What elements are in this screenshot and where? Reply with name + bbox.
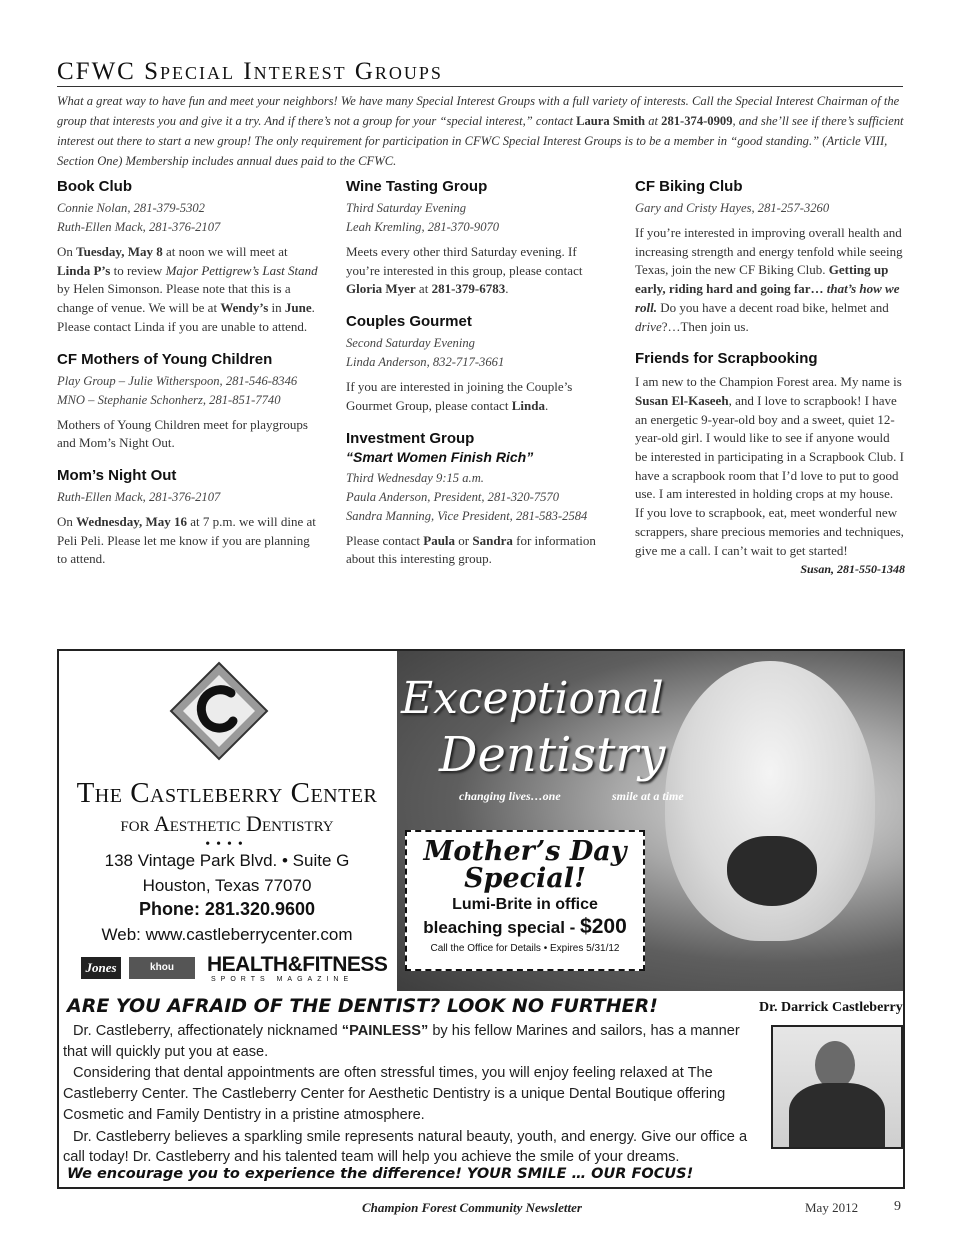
group-contact: Sandra Manning, Vice President, 281-583-2584 xyxy=(346,508,588,523)
group-contact: Linda Anderson, 832-717-3661 xyxy=(346,355,505,370)
ad-headline: ARE YOU AFRAID OF THE DENTIST? LOOK NO FURTHER! xyxy=(67,995,658,1017)
tagline-2: smile at a time xyxy=(612,789,684,803)
group-contact: Third Saturday Evening xyxy=(346,201,467,215)
mothers-day-coupon xyxy=(405,830,645,971)
dentistry-advertisement xyxy=(57,649,905,1189)
doctor-name: Dr. Darrick Castleberry xyxy=(759,1000,903,1015)
ad-nickname: “PAINLESS” xyxy=(341,1023,429,1039)
desc-bold: Tuesday, May 8 xyxy=(76,244,163,259)
intro-contact-phone: 281-374-0909 xyxy=(661,114,733,128)
group-contact: Leah Kremling, 281-370-9070 xyxy=(346,220,500,234)
desc-text: If you are interested in joining the Couple’s Gourmet Group, please contact xyxy=(346,379,573,413)
group-contact: MNO – Stephanie Schonherz, 281-851-7740 xyxy=(57,392,281,407)
center-name: The Castleberry Center xyxy=(76,777,378,809)
group-contact: Play Group – Julie Witherspoon, 281-546-8346 xyxy=(57,373,298,388)
group-wine-tasting xyxy=(346,178,608,299)
ad-body xyxy=(63,1021,763,1169)
portrait-suit xyxy=(789,1083,885,1149)
ad-text: Dr. Castleberry, affectionately nicknamed xyxy=(73,1023,342,1039)
intro-text: What a great way to have fun and meet your neighbors! We have many Special Interest Groups with a full variety of interests. Call the Special Interest Chairman of the group that interests you and give it a try. And if there’s not a group for your “special interest,” contact xyxy=(57,94,900,128)
group-title: Wine Tasting Group xyxy=(346,178,488,195)
group-description xyxy=(346,532,608,569)
desc-text: for information about this interesting group. xyxy=(346,532,596,567)
coupon-line-1: Lumi-Brite in office xyxy=(452,896,598,913)
address-line-2: Houston, Texas 77070 xyxy=(142,876,312,895)
desc-bold: 281-379-6783 xyxy=(431,281,506,297)
desc-bold-italic: that’s how we roll. xyxy=(635,281,900,315)
desc-bold: Paula xyxy=(423,532,456,548)
desc-text: at xyxy=(415,281,432,297)
coupon-price: $200 xyxy=(580,915,627,938)
desc-bold: Wendy’s xyxy=(220,300,269,316)
website: Web: www.castleberrycenter.com xyxy=(101,925,353,944)
health-fitness-logo: HEALTH&FITNESS xyxy=(207,953,388,976)
mouth-shape xyxy=(727,836,817,906)
desc-text: ?…Then join us. xyxy=(661,318,749,334)
intro-contact-name: Laura Smith xyxy=(576,114,646,128)
group-title: Mom’s Night Out xyxy=(57,466,177,484)
address-line-1: 138 Vintage Park Blvd. • Suite G xyxy=(104,851,350,870)
desc-text: Meets every other third Saturday evening. If you’re interested in this group, please contact xyxy=(346,244,583,278)
coupon-line-2 xyxy=(407,916,643,939)
desc-bold: Linda P’s xyxy=(57,262,111,278)
group-description xyxy=(57,513,319,569)
desc-bold: Linda xyxy=(511,397,545,413)
group-title: Investment Group xyxy=(346,429,475,447)
group-description xyxy=(57,243,319,337)
group-scrapbooking xyxy=(635,350,905,577)
group-contact: Ruth-Ellen Mack, 281-376-2107 xyxy=(57,489,221,504)
center-subtitle: for Aesthetic Dentistry xyxy=(120,811,334,836)
desc-bold: Getting up early, riding hard and going far… xyxy=(635,262,889,297)
desc-text: . xyxy=(505,281,509,297)
column-3 xyxy=(635,178,905,577)
desc-bold: Susan El-Kaseeh xyxy=(635,392,729,408)
page-number: 9 xyxy=(894,1199,901,1214)
group-moms-night-out xyxy=(57,467,319,569)
section-title: CFWC Special Interest Groups xyxy=(57,58,443,85)
ad-closing: We encourage you to experience the difference! YOUR SMILE … OUR FOCUS! xyxy=(67,1166,694,1182)
doctor-portrait xyxy=(771,1025,903,1149)
tagline-1: changing lives…one xyxy=(459,789,561,803)
group-title: Book Club xyxy=(57,178,132,195)
phone-number: Phone: 281.320.9600 xyxy=(138,899,316,919)
desc-bold: Wednesday, May 16 xyxy=(76,513,188,529)
desc-text: If you’re interested in improving overall health and increasing strength and energy tenfold while seeing Texas, join the new CF Biking Club. xyxy=(635,225,903,278)
group-contact: Gary and Cristy Hayes, 281-257-3260 xyxy=(635,201,830,215)
group-contact: Connie Nolan, 281-379-5302 xyxy=(57,201,205,215)
desc-text: to review xyxy=(110,262,166,278)
group-contact: Third Wednesday 9:15 a.m. xyxy=(346,470,484,485)
group-title: Couples Gourmet xyxy=(346,313,472,331)
desc-text: On xyxy=(57,513,77,529)
health-fitness-sub: SPORTS MAGAZINE xyxy=(211,976,354,983)
desc-text: . xyxy=(544,397,549,413)
group-book-club xyxy=(57,178,319,337)
title-rule xyxy=(57,86,903,87)
column-1 xyxy=(57,178,319,583)
desc-text: at 7 p.m. we will dine at Peli Peli. Please let me know if you are planning to attend. xyxy=(57,513,316,567)
group-mothers xyxy=(57,351,319,453)
group-title: Friends for Scrapbooking xyxy=(635,350,818,368)
desc-text: Please contact xyxy=(346,532,424,548)
desc-italic: drive xyxy=(635,318,662,334)
group-contact: Second Saturday Evening xyxy=(346,336,475,351)
footer-publication: Champion Forest Community Newsletter xyxy=(362,1200,582,1215)
group-description xyxy=(346,378,608,415)
desc-text: or xyxy=(455,532,473,548)
coupon-title-1: Mother’s Day xyxy=(423,836,627,867)
script-title-1: Exceptional xyxy=(401,673,664,724)
column-2 xyxy=(346,178,608,583)
signature: Susan, 281-550-1348 xyxy=(800,562,905,577)
group-contact: Paula Anderson, President, 281-320-7570 xyxy=(346,489,560,504)
portrait-head xyxy=(815,1041,855,1089)
desc-text: at noon we will meet at xyxy=(162,244,288,259)
desc-text: by Helen Simonson. Please note that this is a change of venue. We will be at xyxy=(57,281,291,316)
group-subtitle: “Smart Women Finish Rich” xyxy=(346,448,534,465)
desc-text: , and I love to scrapbook! I have an energetic 9-year-old boy and a sweet, quiet 12-year-old girl. I would like to see if anyone would be interested in participating in a Scrapbook Club. I have a scrapbook room that I’d love to put to good use. I am interested in holding crops at my house. If you love to scrapbook, eat, meet wonderful new scrappers, share precious memories and techniques, give me a call. I can’t wait to get started! xyxy=(635,392,904,558)
khou-logo: khou 11NEWS xyxy=(129,957,195,979)
desc-bold: Gloria Myer xyxy=(346,281,416,297)
footer-date: May 2012 xyxy=(805,1200,859,1215)
group-biking-club xyxy=(635,178,905,336)
group-title: CF Mothers of Young Children xyxy=(57,350,273,368)
group-title: CF Biking Club xyxy=(635,178,743,195)
intro-text-2: , and she’ll see if there’s sufficient interest out there to start a new group! The only requirement for participation in CFWC Special Interest Groups is to be a member in “good standing.” (Article VIII, Section One) Membership includes annual dues paid to the CFWC. xyxy=(57,114,904,168)
desc-text: in xyxy=(268,300,285,316)
group-investment xyxy=(346,430,608,569)
intro-paragraph xyxy=(57,91,905,171)
coupon-title-2: Special! xyxy=(464,863,586,894)
desc-text: On xyxy=(57,244,77,259)
desc-bold: June xyxy=(284,300,312,316)
group-description: Mothers of Young Children meet for playgroups and Mom’s Night Out. xyxy=(57,416,308,451)
group-description xyxy=(346,243,608,299)
divider-dots: •••• xyxy=(205,837,249,852)
ad-text: by his fellow Marines and sailors, has a manner that will quickly put you at ease. xyxy=(63,1023,740,1060)
jones-logo: Jones xyxy=(81,957,121,979)
group-couples-gourmet xyxy=(346,313,608,415)
intro-at: at xyxy=(645,114,662,128)
desc-bold: Sandra xyxy=(472,532,513,548)
castleberry-logo-icon xyxy=(169,661,269,761)
desc-text: . Please contact Linda if you are unable to attend. xyxy=(57,300,315,334)
group-description xyxy=(635,373,905,560)
coupon-offer: bleaching special - xyxy=(423,918,581,937)
ad-paragraph-2: Considering that dental appointments are often stressful times, you will enjoy feeling relaxed at The Castleberry Center. The Castleberry Center for Aesthetic Dentistry is a unique Dental Boutique offering Cosmetic and Family Dentistry in a pristine atmosphere. xyxy=(63,1065,726,1123)
desc-text: I am new to the Champion Forest area. My name is xyxy=(635,374,902,390)
book-title: Major Pettigrew’s Last Stand xyxy=(165,262,318,278)
group-description xyxy=(635,224,905,336)
desc-text: Do you have a decent road bike, helmet and xyxy=(657,299,889,315)
script-title-2: Dentistry xyxy=(439,727,666,783)
coupon-details: Call the Office for Details • Expires 5/31/12 xyxy=(430,943,620,954)
ad-paragraph-3: Dr. Castleberry believes a sparkling smile represents natural beauty, youth, and energy. Give our office a call today! Dr. Castleberry and his talented team will help you achieve the smile of your dreams. xyxy=(63,1128,748,1166)
ad-paragraph-1 xyxy=(63,1021,763,1062)
group-contact: Ruth-Ellen Mack, 281-376-2107 xyxy=(57,220,221,234)
